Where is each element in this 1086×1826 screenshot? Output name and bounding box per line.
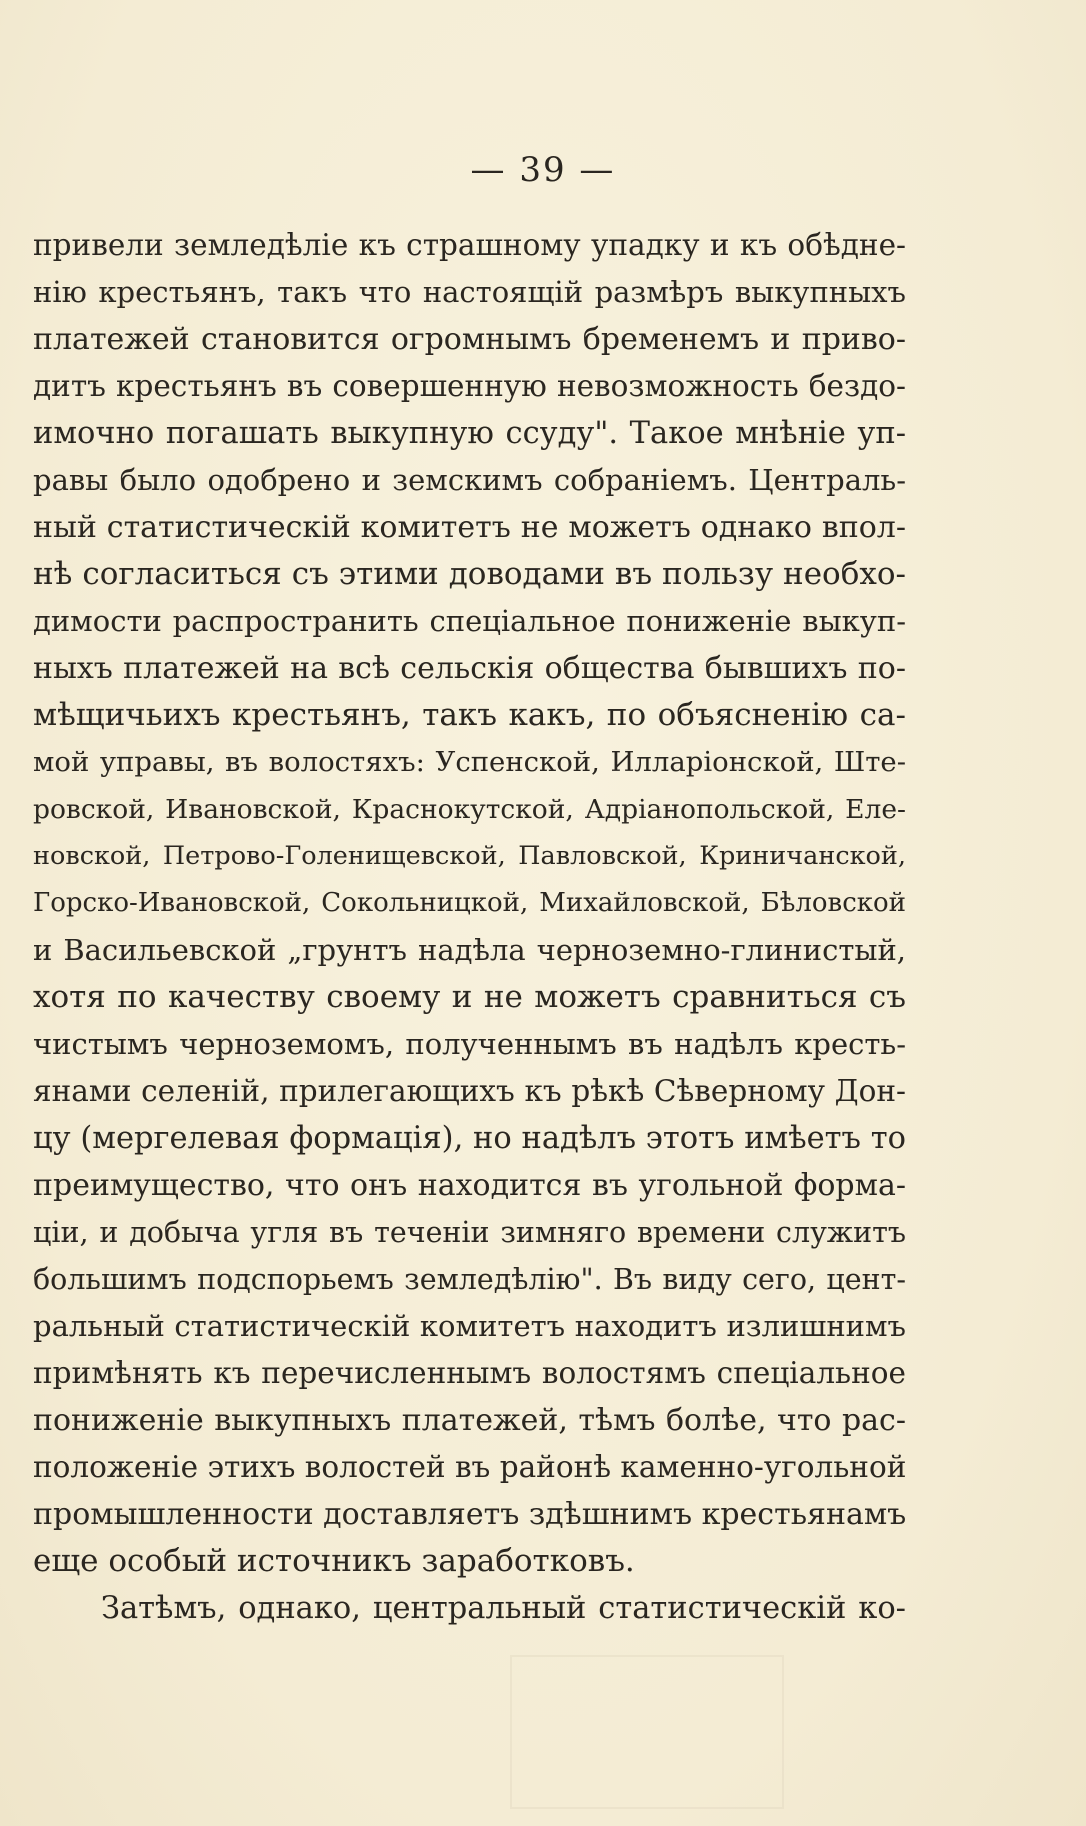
text-line: и Васильевской „грунтъ надѣла черноземно-глинистый, bbox=[33, 933, 906, 967]
text-line: нію крестьянъ, такъ что настоящій размѣръ выкупныхъ bbox=[33, 275, 906, 309]
text-line: еще особый источникъ заработковъ. bbox=[33, 1543, 635, 1579]
text-line: преимущество, что онъ находится въ угольной форма- bbox=[33, 1168, 906, 1203]
text-line: димости распространить спеціальное пониженіе выкуп- bbox=[33, 604, 906, 638]
text-line: имочно погашать выкупную ссуду". Такое мнѣніе уп- bbox=[33, 416, 906, 451]
text-line: мой управы, въ волостяхъ: Успенской, Илларіонской, Ште- bbox=[33, 746, 906, 778]
text-line: ныхъ платежей на всѣ сельскія общества бывшихъ по- bbox=[33, 651, 906, 686]
text-line: платежей становится огромнымъ бременемъ и приво- bbox=[33, 322, 906, 357]
text-line: ральный статистическій комитетъ находитъ излишнимъ bbox=[33, 1309, 906, 1343]
text-line: примѣнять къ перечисленнымъ волостямъ спеціальное bbox=[33, 1356, 906, 1390]
text-line: дитъ крестьянъ въ совершенную невозможность бездо- bbox=[33, 369, 906, 403]
text-line: новской, Петрово-Голенищевской, Павловской, Криничанской, bbox=[33, 841, 906, 871]
text-line: хотя по качеству своему и не можетъ сравниться съ bbox=[33, 979, 906, 1015]
text-line: промышленности доставляетъ здѣшнимъ крестьянамъ bbox=[33, 1497, 906, 1532]
text-line: положеніе этихъ волостей въ районѣ каменно-угольной bbox=[33, 1450, 906, 1484]
page-number: — 39 — bbox=[470, 150, 616, 190]
text-line: ровской, Ивановской, Краснокутской, Адріанопольской, Еле- bbox=[33, 794, 906, 825]
text-line: нѣ согласиться съ этими доводами въ пользу необхо- bbox=[33, 556, 906, 592]
text-line: привели земледѣліе къ страшному упадку и къ обѣдне- bbox=[33, 228, 906, 262]
text-line: Горско-Ивановской, Сокольницкой, Михайловской, Бѣловской bbox=[33, 888, 906, 918]
body-text bbox=[33, 222, 906, 1632]
text-line: большимъ подспорьемъ земледѣлію". Въ виду сего, цент- bbox=[33, 1263, 906, 1296]
text-line: пониженіе выкупныхъ платежей, тѣмъ болѣе, что рас- bbox=[33, 1403, 906, 1438]
text-line: чистымъ черноземомъ, полученнымъ въ надѣлъ кресть- bbox=[33, 1027, 906, 1061]
text-line: ный статистическій комитетъ не можетъ однако впол- bbox=[33, 510, 906, 545]
library-stamp bbox=[510, 1655, 784, 1809]
text-line: равы было одобрено и земскимъ собраніемъ. Централь- bbox=[33, 463, 906, 497]
text-line: янами селеній, прилегающихъ къ рѣкѣ Сѣверному Дон- bbox=[33, 1074, 906, 1108]
text-line: мѣщичьихъ крестьянъ, такъ какъ, по объясненію са- bbox=[33, 697, 906, 733]
text-line: цу (мергелевая формація), но надѣлъ этотъ имѣетъ то bbox=[33, 1121, 906, 1156]
text-line: ціи, и добыча угля въ теченіи зимняго времени служитъ bbox=[33, 1216, 906, 1249]
text-line: Затѣмъ, однако, центральный статистическій ко- bbox=[101, 1591, 906, 1626]
